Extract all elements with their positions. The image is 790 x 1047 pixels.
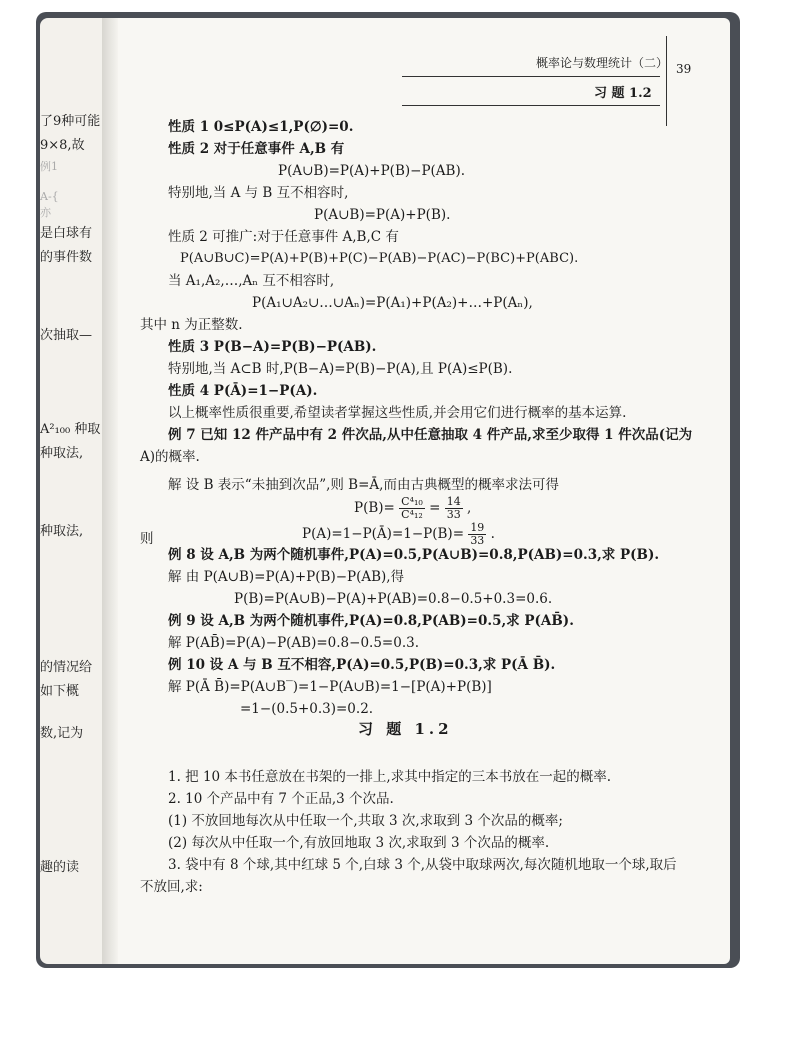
eq-part: . — [490, 526, 495, 542]
solution: 解 设 B 表示“未抽到次品”,则 B=Ā,而由古典概型的概率求法可得 — [168, 477, 559, 493]
exercise-item: (2) 每次从中任取一个,有放回地取 3 次,求取到 3 个次品的概率. — [168, 835, 550, 851]
header-rule — [402, 105, 660, 106]
fraction — [399, 496, 425, 521]
left-page-text: 次抽取— — [40, 328, 93, 343]
property-1: 性质 1 0≤P(A)≤1,P(∅)=0. — [168, 119, 354, 135]
left-page-text: 亦 — [40, 206, 51, 219]
left-page-text: 例1 — [40, 160, 58, 173]
example-9: 例 9 设 A,B 为两个随机事件,P(A)=0.8,P(AB)=0.5,求 P(AB̄). — [168, 613, 574, 629]
right-page — [118, 18, 730, 964]
denominator: C⁴₁₂ — [401, 508, 423, 521]
equation: =1−(0.5+0.3)=0.2. — [240, 701, 374, 717]
property-4: 性质 4 P(Ā)=1−P(A). — [168, 383, 318, 399]
example-8: 例 8 设 A,B 为两个随机事件,P(A)=0.5,P(A∪B)=0.8,P(AB)=0.3,求 P(B). — [168, 547, 660, 563]
property-2: 性质 2 对于任意事件 A,B 有 — [168, 141, 345, 157]
left-page-text: 9×8,故 — [40, 138, 85, 153]
left-page-text: 的事件数 — [40, 250, 93, 265]
equation: P(A∪B∪C)=P(A)+P(B)+P(C)−P(AB)−P(AC)−P(BC)+P(ABC). — [180, 251, 579, 266]
text-line: A)的概率. — [140, 449, 200, 465]
left-page — [40, 18, 110, 964]
text-line: 以上概率性质很重要,希望读者掌握这些性质,并会用它们进行概率的基本运算. — [168, 405, 627, 421]
exercise-item: 2. 10 个产品中有 7 个正品,3 个次品. — [168, 791, 394, 807]
fraction — [468, 522, 486, 547]
equation: P(A∪B)=P(A)+P(B)−P(AB). — [278, 163, 466, 179]
denominator: 33 — [446, 508, 461, 521]
solution: 解 由 P(A∪B)=P(A)+P(B)−P(AB),得 — [168, 569, 405, 585]
text-line: 当 A₁,A₂,…,Aₙ 互不相容时, — [168, 273, 335, 289]
solution: 解 P(AB̄)=P(A)−P(AB)=0.8−0.5=0.3. — [168, 635, 419, 651]
left-page-text: A²₁₀₀ 种取 — [40, 422, 101, 437]
left-page-text: 是白球有 — [40, 226, 93, 241]
fraction-equation — [354, 494, 471, 522]
left-page-text: 趣的读 — [40, 860, 80, 875]
exercises-title: 习 题 1.2 — [358, 720, 453, 738]
left-page-text: 了9种可能 — [40, 114, 101, 129]
left-page-text: A-{ — [40, 190, 59, 203]
page-number: 39 — [676, 62, 692, 76]
left-page-text: 数,记为 — [40, 726, 84, 741]
left-page-text: 的情况给 — [40, 660, 93, 675]
exercise-item: 1. 把 10 本书任意放在书架的一排上,求其中指定的三本书放在一起的概率. — [168, 769, 612, 785]
example-7: 例 7 已知 12 件产品中有 2 件次品,从中任意抽取 4 件产品,求至少取得 1 件次品(记为 — [168, 427, 693, 443]
eq-part: , — [467, 500, 472, 516]
eq-part: = — [429, 500, 441, 516]
denominator: 33 — [470, 534, 485, 547]
left-page-text: 种取法, — [40, 524, 84, 539]
text-line: 性质 2 可推广:对于任意事件 A,B,C 有 — [168, 229, 399, 245]
eq-part: P(B)= — [354, 500, 395, 516]
equation: P(A∪B)=P(A)+P(B). — [314, 207, 451, 223]
text-line: 其中 n 为正整数. — [140, 317, 243, 333]
fraction-equation — [302, 520, 495, 548]
text-line: 特别地,当 A 与 B 互不相容时, — [168, 185, 349, 201]
solution: 解 P(Ā B̄)=P(A∪B‾)=1−P(A∪B)=1−[P(A)+P(B)] — [168, 679, 492, 695]
equation: P(B)=P(A∪B)−P(A)+P(AB)=0.8−0.5+0.3=0.6. — [234, 591, 553, 607]
property-3: 性质 3 P(B−A)=P(B)−P(AB). — [168, 339, 377, 355]
running-head-title: 概率论与数理统计（二） — [536, 56, 669, 70]
text-line: 则 — [140, 531, 154, 547]
header-rule — [402, 76, 660, 77]
numerator: C⁴₁₀ — [401, 495, 423, 508]
equation: P(A₁∪A₂∪…∪Aₙ)=P(A₁)+P(A₂)+…+P(Aₙ), — [252, 295, 533, 311]
example-10: 例 10 设 A 与 B 互不相容,P(A)=0.5,P(B)=0.3,求 P(Ā B̄). — [168, 657, 556, 673]
left-page-text: 种取法, — [40, 446, 84, 461]
numerator: 19 — [470, 521, 485, 534]
exercise-item: 不放回,求: — [140, 879, 203, 895]
header-divider — [666, 36, 667, 126]
numerator: 14 — [446, 495, 461, 508]
eq-part: P(A)=1−P(Ā)=1−P(B)= — [302, 526, 465, 542]
exercise-item: (1) 不放回地每次从中任取一个,共取 3 次,求取到 3 个次品的概率; — [168, 813, 563, 829]
text-line: 特别地,当 A⊂B 时,P(B−A)=P(B)−P(A),且 P(A)≤P(B). — [168, 361, 513, 377]
exercise-item: 3. 袋中有 8 个球,其中红球 5 个,白球 3 个,从袋中取球两次,每次随机地取一个球,取后 — [168, 857, 677, 873]
running-head-section: 习 题 1.2 — [594, 86, 652, 101]
fraction — [445, 496, 463, 521]
left-page-text: 如下概 — [40, 684, 80, 699]
